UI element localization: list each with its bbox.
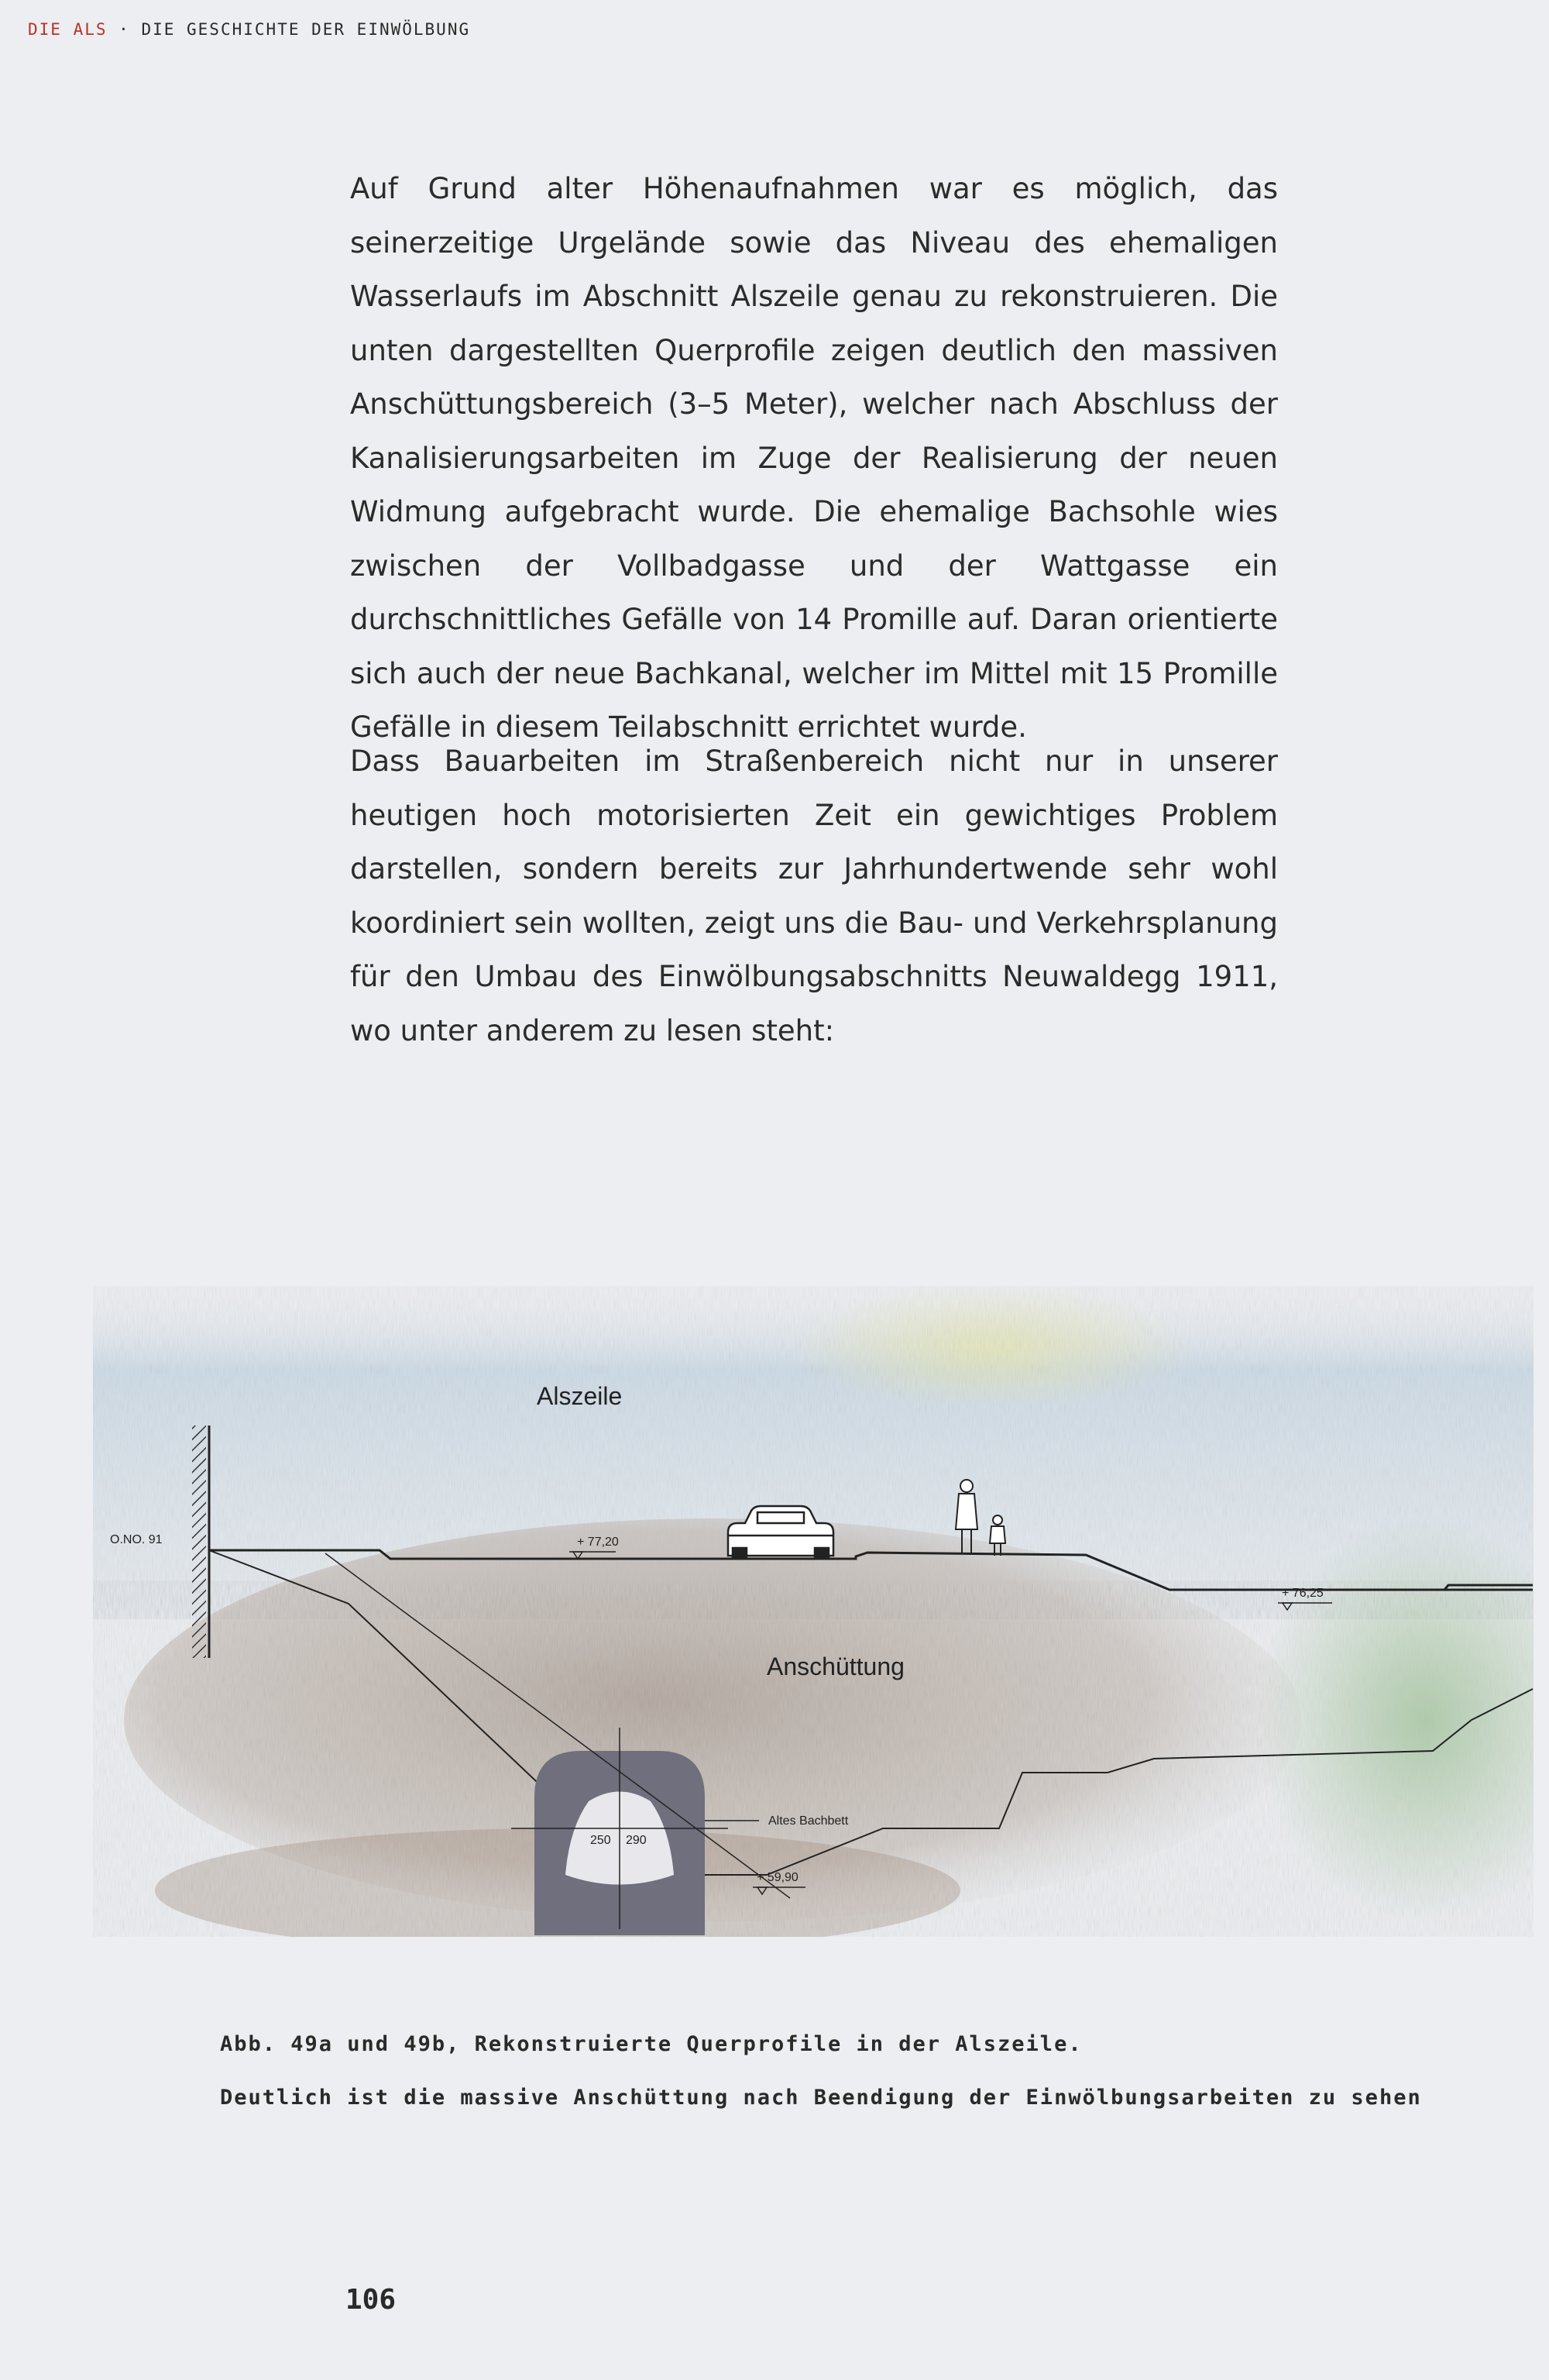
elevation-street: + 77,20 (577, 1536, 619, 1549)
header-separator: · (107, 20, 142, 39)
figure-caption-line-1: Abb. 49a und 49b, Rekonstruierte Querprofile in der Alszeile. (220, 2032, 1083, 2056)
street-label: Alszeile (537, 1382, 623, 1410)
header-title: DIE GESCHICHTE DER EINWÖLBUNG (141, 20, 471, 39)
body-paragraph-1: Auf Grund alter Höhenaufnahmen war es möglich, das seinerzeitige Urgelände sowie das Niveau des ehemaligen Wasserlaufs im Abschnitt Alszeile genau zu rekonstruieren. Die unten dargestellten Querprofile zeigen deutlich den massiven Anschüttungsbereich (3–5 Meter), welcher nach Abschluss der Kanalisierungsarbeiten im Zuge der Realisierung der neuen Widmung aufgebracht wurde. Die ehemalige Bachsohle wies zwischen der Vollbadgasse und der Wattgasse ein durchschnittliches Gefälle von 14 Promille auf. Daran orientierte sich auch der neue Bachkanal, welcher im Mittel mit 15 Promille Gefälle in diesem Teilabschnitt errichtet wurde. (350, 172, 1278, 744)
running-header (28, 20, 470, 39)
header-section: DIE ALS (28, 20, 108, 39)
reference-label: O.NO. 91 (110, 1533, 163, 1546)
elevation-bed: + 59,90 (757, 1871, 799, 1884)
elevation-right: + 76,25 (1282, 1587, 1324, 1600)
wall-hatching (192, 1426, 206, 1658)
old-bed-label: Altes Bachbett (768, 1814, 849, 1828)
cross-section-figure (93, 1286, 1534, 1937)
figure-caption-line-2: Deutlich ist die massive Anschüttung nach Beendigung der Einwölbungsarbeiten zu sehen (220, 2086, 1422, 2110)
dim-height: 290 (626, 1834, 647, 1847)
page-number: 106 (345, 2284, 397, 2316)
fill-label: Anschüttung (767, 1653, 905, 1680)
body-paragraph-2: Dass Bauarbeiten im Straßenbereich nicht nur in unserer heutigen hoch motorisierten Zeit ein gewichtiges Problem darstellen, sondern bereits zur Jahrhundertwende sehr wohl koordiniert sein wollten, zeigt uns die Bau- und Verkehrsplanung für den Umbau des Einwölbungsabschnitts Neuwaldegg 1911, wo unter anderem zu lesen steht: (350, 745, 1278, 1047)
dim-width: 250 (590, 1834, 611, 1847)
